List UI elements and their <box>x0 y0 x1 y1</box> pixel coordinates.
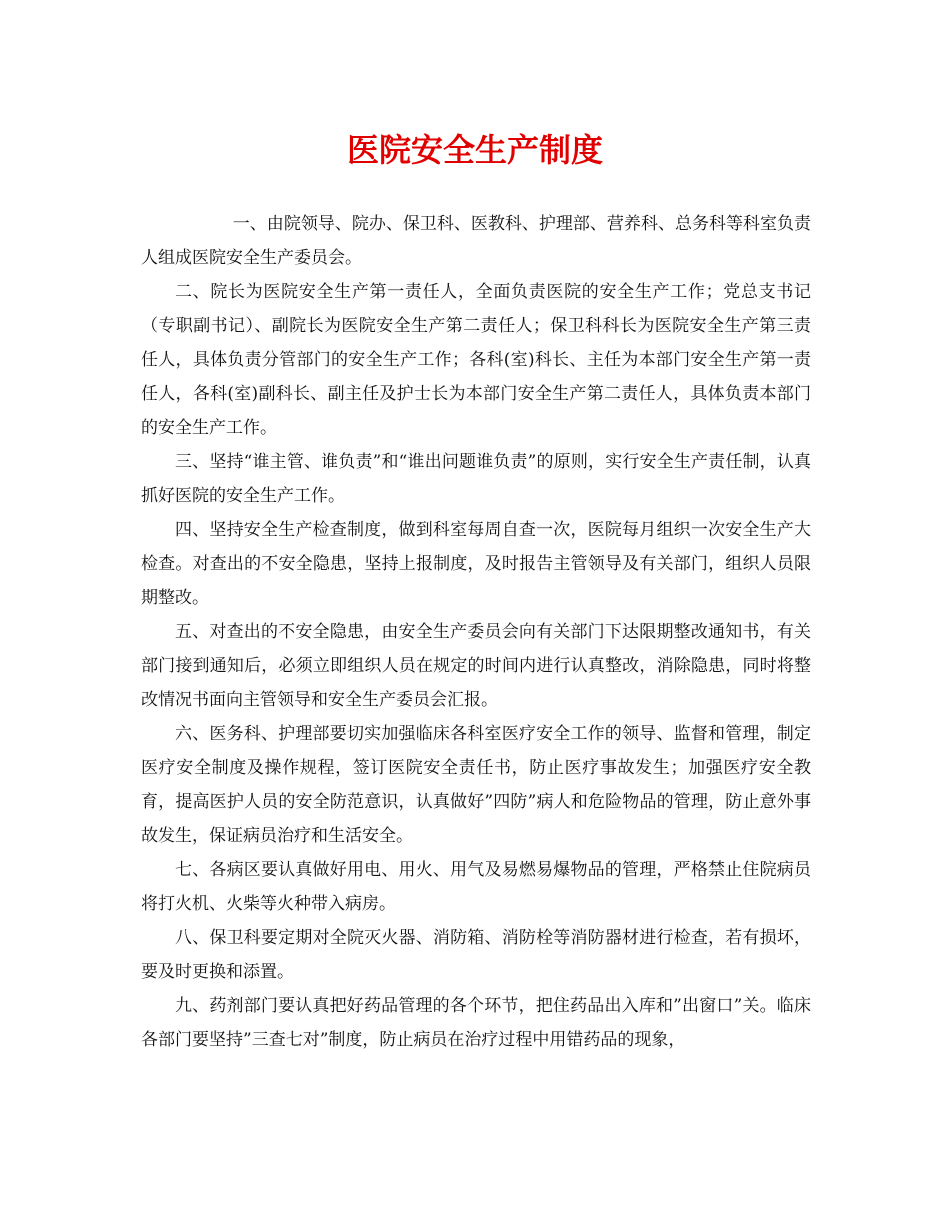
paragraph-2: 二、院长为医院安全生产第一责任人，全面负责医院的安全生产工作；党总支书记（专职副书记）、副院长为医院安全生产第二责任人；保卫科科长为医院安全生产第三责任人，具体负责分管部门的安全生产工作；各科(室)科长、主任为本部门安全生产第一责任人，各科(室)副科长、副主任及护士长为本部门安全生产第二责任人，具体负责本部门的安全生产工作。 <box>141 282 811 438</box>
document-title: 医院安全生产制度 <box>346 131 603 169</box>
document-body <box>141 207 811 1057</box>
paragraph-4: 四、坚持安全生产检查制度，做到科室每周自查一次，医院每月组织一次安全生产大检查。对查出的不安全隐患，坚持上报制度，及时报告主管领导及有关部门，组织人员限期整改。 <box>141 520 811 608</box>
paragraph-7: 七、各病区要认真做好用电、用火、用气及易燃易爆物品的管理，严格禁止住院病员将打火机、火柴等火种带入病房。 <box>141 860 811 914</box>
paragraph-8: 八、保卫科要定期对全院灭火器、消防箱、消防栓等消防器材进行检查，若有损坏，要及时更换和添置。 <box>141 928 811 982</box>
paragraph-9: 九、药剂部门要认真把好药品管理的各个环节，把住药品出入库和”出窗口”关。临床各部门要坚持”三查七对”制度，防止病员在治疗过程中用错药品的现象， <box>141 996 811 1050</box>
paragraph-6: 六、医务科、护理部要切实加强临床各科室医疗安全工作的领导、监督和管理，制定医疗安全制度及操作规程，签订医院安全责任书，防止医疗事故发生；加强医疗安全教育，提高医护人员的安全防范意识，认真做好”四防”病人和危险物品的管理，防止意外事故发生，保证病员治疗和生活安全。 <box>141 724 811 846</box>
paragraph-3: 三、坚持“谁主管、谁负责”和“谁出问题谁负责”的原则，实行安全生产责任制，认真抓好医院的安全生产工作。 <box>141 452 811 506</box>
paragraph-1: 一、由院领导、院办、保卫科、医教科、护理部、营养科、总务科等科室负责人组成医院安全生产委员会。 <box>141 214 811 268</box>
paragraph-5: 五、对查出的不安全隐患，由安全生产委员会向有关部门下达限期整改通知书，有关部门接到通知后，必须立即组织人员在规定的时间内进行认真整改，消除隐患，同时将整改情况书面向主管领导和安全生产委员会汇报。 <box>141 622 811 710</box>
